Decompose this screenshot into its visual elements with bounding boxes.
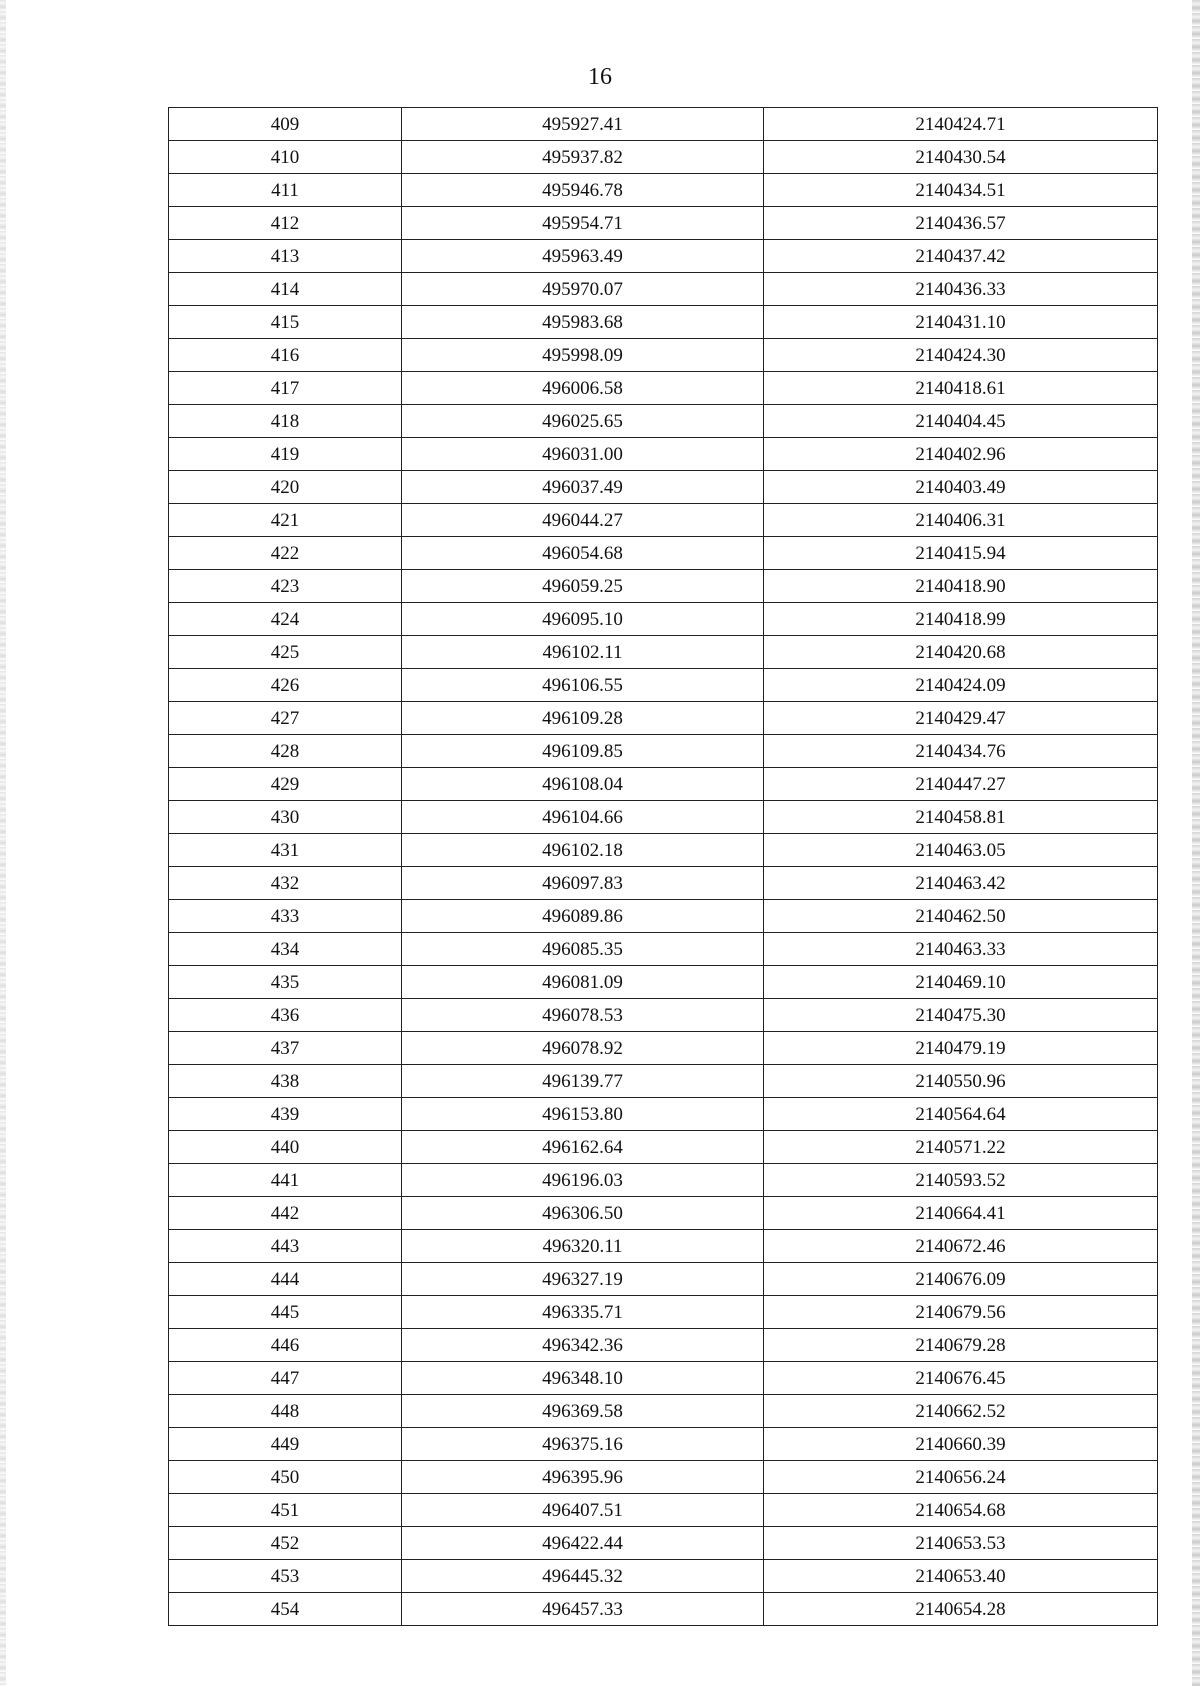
coordinates-table — [168, 107, 1158, 1626]
point-number-cell: 444 — [169, 1263, 402, 1296]
y-coordinate-cell: 2140679.28 — [764, 1329, 1158, 1362]
point-number-cell: 427 — [169, 702, 402, 735]
y-coordinate-cell: 2140436.57 — [764, 207, 1158, 240]
x-coordinate-cell: 496109.28 — [402, 702, 764, 735]
y-coordinate-cell: 2140664.41 — [764, 1197, 1158, 1230]
x-coordinate-cell: 496395.96 — [402, 1461, 764, 1494]
x-coordinate-cell: 496044.27 — [402, 504, 764, 537]
table-row — [169, 438, 1158, 471]
y-coordinate-cell: 2140406.31 — [764, 504, 1158, 537]
x-coordinate-cell: 496025.65 — [402, 405, 764, 438]
x-coordinate-cell: 496078.92 — [402, 1032, 764, 1065]
table-row — [169, 1461, 1158, 1494]
table-row — [169, 1494, 1158, 1527]
x-coordinate-cell: 496006.58 — [402, 372, 764, 405]
y-coordinate-cell: 2140593.52 — [764, 1164, 1158, 1197]
point-number-cell: 438 — [169, 1065, 402, 1098]
y-coordinate-cell: 2140434.76 — [764, 735, 1158, 768]
y-coordinate-cell: 2140402.96 — [764, 438, 1158, 471]
point-number-cell: 417 — [169, 372, 402, 405]
y-coordinate-cell: 2140653.53 — [764, 1527, 1158, 1560]
y-coordinate-cell: 2140469.10 — [764, 966, 1158, 999]
table-row — [169, 1395, 1158, 1428]
x-coordinate-cell: 495954.71 — [402, 207, 764, 240]
table-row — [169, 1296, 1158, 1329]
table-row — [169, 207, 1158, 240]
table-row — [169, 669, 1158, 702]
x-coordinate-cell: 495946.78 — [402, 174, 764, 207]
point-number-cell: 418 — [169, 405, 402, 438]
table-row — [169, 1065, 1158, 1098]
x-coordinate-cell: 496196.03 — [402, 1164, 764, 1197]
table-row — [169, 636, 1158, 669]
x-coordinate-cell: 496445.32 — [402, 1560, 764, 1593]
y-coordinate-cell: 2140404.45 — [764, 405, 1158, 438]
x-coordinate-cell: 496037.49 — [402, 471, 764, 504]
y-coordinate-cell: 2140418.90 — [764, 570, 1158, 603]
table-row — [169, 1428, 1158, 1461]
x-coordinate-cell: 496097.83 — [402, 867, 764, 900]
table-row — [169, 273, 1158, 306]
y-coordinate-cell: 2140672.46 — [764, 1230, 1158, 1263]
point-number-cell: 441 — [169, 1164, 402, 1197]
y-coordinate-cell: 2140429.47 — [764, 702, 1158, 735]
scan-edge-left — [0, 0, 6, 1686]
table-row — [169, 471, 1158, 504]
table-row — [169, 1032, 1158, 1065]
scan-edge-right — [1192, 0, 1200, 1686]
y-coordinate-cell: 2140676.09 — [764, 1263, 1158, 1296]
table-row — [169, 801, 1158, 834]
coordinates-table-body — [169, 108, 1158, 1626]
point-number-cell: 426 — [169, 669, 402, 702]
point-number-cell: 433 — [169, 900, 402, 933]
table-row — [169, 702, 1158, 735]
table-row — [169, 1593, 1158, 1626]
point-number-cell: 439 — [169, 1098, 402, 1131]
table-row — [169, 966, 1158, 999]
table-row — [169, 1362, 1158, 1395]
y-coordinate-cell: 2140418.61 — [764, 372, 1158, 405]
x-coordinate-cell: 496369.58 — [402, 1395, 764, 1428]
x-coordinate-cell: 496081.09 — [402, 966, 764, 999]
x-coordinate-cell: 495983.68 — [402, 306, 764, 339]
point-number-cell: 424 — [169, 603, 402, 636]
x-coordinate-cell: 496109.85 — [402, 735, 764, 768]
x-coordinate-cell: 496095.10 — [402, 603, 764, 636]
point-number-cell: 437 — [169, 1032, 402, 1065]
table-row — [169, 1131, 1158, 1164]
point-number-cell: 425 — [169, 636, 402, 669]
point-number-cell: 414 — [169, 273, 402, 306]
y-coordinate-cell: 2140463.05 — [764, 834, 1158, 867]
y-coordinate-cell: 2140571.22 — [764, 1131, 1158, 1164]
point-number-cell: 442 — [169, 1197, 402, 1230]
point-number-cell: 411 — [169, 174, 402, 207]
point-number-cell: 436 — [169, 999, 402, 1032]
x-coordinate-cell: 495927.41 — [402, 108, 764, 141]
point-number-cell: 419 — [169, 438, 402, 471]
point-number-cell: 443 — [169, 1230, 402, 1263]
y-coordinate-cell: 2140434.51 — [764, 174, 1158, 207]
y-coordinate-cell: 2140430.54 — [764, 141, 1158, 174]
y-coordinate-cell: 2140662.52 — [764, 1395, 1158, 1428]
point-number-cell: 420 — [169, 471, 402, 504]
x-coordinate-cell: 496054.68 — [402, 537, 764, 570]
y-coordinate-cell: 2140436.33 — [764, 273, 1158, 306]
table-row — [169, 768, 1158, 801]
table-row — [169, 108, 1158, 141]
point-number-cell: 431 — [169, 834, 402, 867]
point-number-cell: 428 — [169, 735, 402, 768]
x-coordinate-cell: 496153.80 — [402, 1098, 764, 1131]
y-coordinate-cell: 2140431.10 — [764, 306, 1158, 339]
point-number-cell: 409 — [169, 108, 402, 141]
table-row — [169, 834, 1158, 867]
x-coordinate-cell: 496031.00 — [402, 438, 764, 471]
table-row — [169, 141, 1158, 174]
y-coordinate-cell: 2140458.81 — [764, 801, 1158, 834]
point-number-cell: 435 — [169, 966, 402, 999]
table-row — [169, 999, 1158, 1032]
table-row — [169, 867, 1158, 900]
point-number-cell: 452 — [169, 1527, 402, 1560]
table-row — [169, 570, 1158, 603]
x-coordinate-cell: 496085.35 — [402, 933, 764, 966]
y-coordinate-cell: 2140654.28 — [764, 1593, 1158, 1626]
point-number-cell: 445 — [169, 1296, 402, 1329]
y-coordinate-cell: 2140654.68 — [764, 1494, 1158, 1527]
y-coordinate-cell: 2140656.24 — [764, 1461, 1158, 1494]
table-row — [169, 372, 1158, 405]
point-number-cell: 450 — [169, 1461, 402, 1494]
table-row — [169, 1527, 1158, 1560]
x-coordinate-cell: 495970.07 — [402, 273, 764, 306]
x-coordinate-cell: 495963.49 — [402, 240, 764, 273]
y-coordinate-cell: 2140447.27 — [764, 768, 1158, 801]
point-number-cell: 430 — [169, 801, 402, 834]
x-coordinate-cell: 496407.51 — [402, 1494, 764, 1527]
table-row — [169, 1164, 1158, 1197]
table-row — [169, 933, 1158, 966]
y-coordinate-cell: 2140424.71 — [764, 108, 1158, 141]
y-coordinate-cell: 2140418.99 — [764, 603, 1158, 636]
y-coordinate-cell: 2140550.96 — [764, 1065, 1158, 1098]
table-row — [169, 900, 1158, 933]
y-coordinate-cell: 2140475.30 — [764, 999, 1158, 1032]
table-row — [169, 240, 1158, 273]
table-row — [169, 1560, 1158, 1593]
x-coordinate-cell: 496327.19 — [402, 1263, 764, 1296]
point-number-cell: 434 — [169, 933, 402, 966]
x-coordinate-cell: 496335.71 — [402, 1296, 764, 1329]
x-coordinate-cell: 496375.16 — [402, 1428, 764, 1461]
y-coordinate-cell: 2140463.33 — [764, 933, 1158, 966]
table-row — [169, 504, 1158, 537]
point-number-cell: 413 — [169, 240, 402, 273]
y-coordinate-cell: 2140403.49 — [764, 471, 1158, 504]
x-coordinate-cell: 496162.64 — [402, 1131, 764, 1164]
table-row — [169, 339, 1158, 372]
y-coordinate-cell: 2140463.42 — [764, 867, 1158, 900]
point-number-cell: 447 — [169, 1362, 402, 1395]
point-number-cell: 410 — [169, 141, 402, 174]
y-coordinate-cell: 2140424.09 — [764, 669, 1158, 702]
x-coordinate-cell: 496089.86 — [402, 900, 764, 933]
table-row — [169, 735, 1158, 768]
x-coordinate-cell: 496306.50 — [402, 1197, 764, 1230]
table-row — [169, 306, 1158, 339]
table-row — [169, 405, 1158, 438]
point-number-cell: 453 — [169, 1560, 402, 1593]
table-row — [169, 1197, 1158, 1230]
table-row — [169, 603, 1158, 636]
table-row — [169, 1098, 1158, 1131]
table-row — [169, 1329, 1158, 1362]
point-number-cell: 454 — [169, 1593, 402, 1626]
point-number-cell: 449 — [169, 1428, 402, 1461]
y-coordinate-cell: 2140660.39 — [764, 1428, 1158, 1461]
x-coordinate-cell: 495937.82 — [402, 141, 764, 174]
x-coordinate-cell: 496457.33 — [402, 1593, 764, 1626]
table-row — [169, 1230, 1158, 1263]
point-number-cell: 429 — [169, 768, 402, 801]
y-coordinate-cell: 2140420.68 — [764, 636, 1158, 669]
point-number-cell: 440 — [169, 1131, 402, 1164]
x-coordinate-cell: 496320.11 — [402, 1230, 764, 1263]
y-coordinate-cell: 2140679.56 — [764, 1296, 1158, 1329]
y-coordinate-cell: 2140653.40 — [764, 1560, 1158, 1593]
point-number-cell: 446 — [169, 1329, 402, 1362]
point-number-cell: 412 — [169, 207, 402, 240]
table-row — [169, 537, 1158, 570]
x-coordinate-cell: 495998.09 — [402, 339, 764, 372]
x-coordinate-cell: 496102.18 — [402, 834, 764, 867]
x-coordinate-cell: 496102.11 — [402, 636, 764, 669]
y-coordinate-cell: 2140479.19 — [764, 1032, 1158, 1065]
table-row — [169, 1263, 1158, 1296]
page-number: 16 — [588, 64, 612, 90]
point-number-cell: 432 — [169, 867, 402, 900]
x-coordinate-cell: 496108.04 — [402, 768, 764, 801]
point-number-cell: 421 — [169, 504, 402, 537]
x-coordinate-cell: 496342.36 — [402, 1329, 764, 1362]
y-coordinate-cell: 2140437.42 — [764, 240, 1158, 273]
point-number-cell: 423 — [169, 570, 402, 603]
x-coordinate-cell: 496104.66 — [402, 801, 764, 834]
point-number-cell: 448 — [169, 1395, 402, 1428]
y-coordinate-cell: 2140564.64 — [764, 1098, 1158, 1131]
x-coordinate-cell: 496348.10 — [402, 1362, 764, 1395]
point-number-cell: 451 — [169, 1494, 402, 1527]
y-coordinate-cell: 2140462.50 — [764, 900, 1158, 933]
point-number-cell: 416 — [169, 339, 402, 372]
table-row — [169, 174, 1158, 207]
point-number-cell: 422 — [169, 537, 402, 570]
x-coordinate-cell: 496059.25 — [402, 570, 764, 603]
x-coordinate-cell: 496139.77 — [402, 1065, 764, 1098]
y-coordinate-cell: 2140424.30 — [764, 339, 1158, 372]
x-coordinate-cell: 496106.55 — [402, 669, 764, 702]
y-coordinate-cell: 2140415.94 — [764, 537, 1158, 570]
x-coordinate-cell: 496422.44 — [402, 1527, 764, 1560]
point-number-cell: 415 — [169, 306, 402, 339]
x-coordinate-cell: 496078.53 — [402, 999, 764, 1032]
y-coordinate-cell: 2140676.45 — [764, 1362, 1158, 1395]
